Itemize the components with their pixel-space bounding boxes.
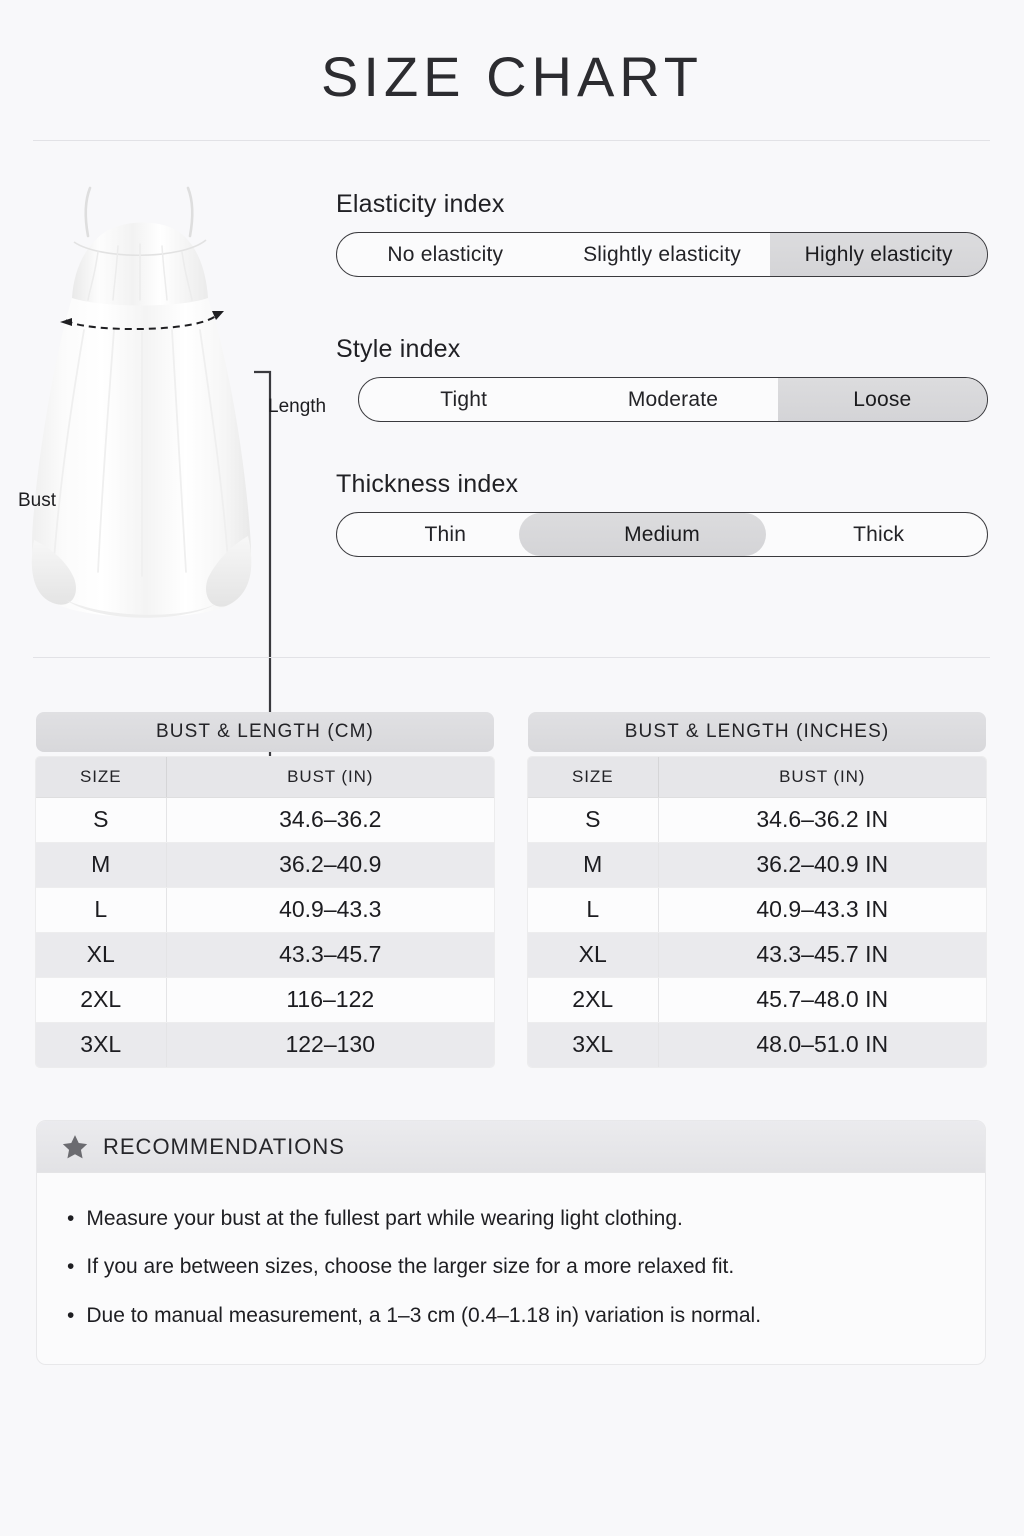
elasticity-option-highly[interactable]: Highly elasticity xyxy=(804,242,953,266)
size-table-inches-grid xyxy=(528,757,986,1067)
garment-illustration xyxy=(10,180,310,630)
column-header-size: SIZE xyxy=(528,757,658,797)
thickness-option-medium[interactable]: Medium xyxy=(624,522,700,546)
cell-bust: 40.9–43.3 xyxy=(166,887,494,932)
column-header-bust: BUST (IN) xyxy=(658,757,986,797)
table-row xyxy=(36,932,494,977)
size-table-cm xyxy=(36,712,494,1067)
elasticity-index-selector[interactable] xyxy=(336,232,988,277)
list-item-text: Due to manual measurement, a 1–3 cm (0.4–1.18 in) variation is normal. xyxy=(86,1303,762,1327)
recommendations-title: RECOMMENDATIONS xyxy=(103,1133,345,1159)
cell-size: M xyxy=(528,842,658,887)
cell-size: 3XL xyxy=(528,1022,658,1067)
cell-bust: 43.3–45.7 IN xyxy=(658,932,986,977)
recommendations-header xyxy=(37,1121,985,1173)
cell-bust: 40.9–43.3 IN xyxy=(658,887,986,932)
thickness-index-title: Thickness index xyxy=(336,470,519,498)
cell-size: L xyxy=(528,887,658,932)
recommendations-body xyxy=(37,1173,985,1364)
style-index-selector[interactable] xyxy=(358,377,988,422)
elasticity-index-group xyxy=(336,190,988,277)
bullet-glyph: • xyxy=(67,1207,75,1230)
length-label: Length xyxy=(268,396,327,417)
cell-bust: 36.2–40.9 IN xyxy=(658,842,986,887)
style-index-title: Style index xyxy=(336,335,461,363)
cell-bust: 34.6–36.2 xyxy=(166,797,494,842)
list-item-text: Measure your bust at the fullest part while wearing light clothing. xyxy=(86,1207,683,1230)
column-header-bust: BUST (IN) xyxy=(166,757,494,797)
table-header-row xyxy=(528,757,986,797)
table-row xyxy=(528,887,986,932)
table-row xyxy=(528,797,986,842)
cell-size: L xyxy=(36,887,166,932)
cell-bust: 48.0–51.0 IN xyxy=(658,1022,986,1067)
table-row xyxy=(528,842,986,887)
table-row xyxy=(36,887,494,932)
cell-size: XL xyxy=(36,932,166,977)
table-row xyxy=(528,1022,986,1067)
thickness-option-thick[interactable]: Thick xyxy=(853,522,905,546)
list-item xyxy=(67,1195,955,1243)
table-row xyxy=(36,977,494,1022)
table-row xyxy=(528,932,986,977)
size-table-cm-grid xyxy=(36,757,494,1067)
elasticity-index-title: Elasticity index xyxy=(336,190,505,218)
thickness-option-thin[interactable]: Thin xyxy=(424,522,467,546)
size-table-inches-caption: BUST & LENGTH (INCHES) xyxy=(528,712,986,752)
cell-bust: 34.6–36.2 IN xyxy=(658,797,986,842)
divider-top xyxy=(33,140,990,141)
cell-bust: 36.2–40.9 xyxy=(166,842,494,887)
elasticity-option-no[interactable]: No elasticity xyxy=(387,242,504,266)
bust-label: Bust xyxy=(18,490,57,511)
table-row xyxy=(36,1022,494,1067)
cell-size: 2XL xyxy=(36,977,166,1022)
list-item xyxy=(67,1292,955,1340)
cell-size: XL xyxy=(528,932,658,977)
thickness-index-selector[interactable] xyxy=(336,512,988,557)
thickness-index-group xyxy=(336,470,988,557)
bullet-glyph: • xyxy=(67,1303,75,1327)
style-index-group xyxy=(336,335,988,422)
size-table-inches xyxy=(528,712,986,1067)
cell-bust: 116–122 xyxy=(166,977,494,1022)
divider-middle xyxy=(33,657,990,658)
cell-size: 2XL xyxy=(528,977,658,1022)
cell-bust: 122–130 xyxy=(166,1022,494,1067)
column-header-size: SIZE xyxy=(36,757,166,797)
cell-bust: 43.3–45.7 xyxy=(166,932,494,977)
cell-bust: 45.7–48.0 IN xyxy=(658,977,986,1022)
recommendations-card xyxy=(36,1120,986,1365)
cell-size: M xyxy=(36,842,166,887)
table-row xyxy=(528,977,986,1022)
bullet-glyph: • xyxy=(67,1255,75,1279)
table-header-row xyxy=(36,757,494,797)
size-table-cm-caption: BUST & LENGTH (CM) xyxy=(36,712,494,752)
list-item xyxy=(67,1243,955,1291)
star-icon xyxy=(61,1133,89,1161)
table-row xyxy=(36,842,494,887)
cell-size: 3XL xyxy=(36,1022,166,1067)
elasticity-option-slightly[interactable]: Slightly elasticity xyxy=(583,242,741,266)
style-option-moderate[interactable]: Moderate xyxy=(627,387,719,411)
cell-size: S xyxy=(528,797,658,842)
list-item-text: If you are between sizes, choose the larger size for a more relaxed fit. xyxy=(86,1255,735,1279)
table-row xyxy=(36,797,494,842)
cell-size: S xyxy=(36,797,166,842)
style-option-loose[interactable]: Loose xyxy=(853,387,912,411)
page-title: SIZE CHART xyxy=(321,45,703,108)
style-option-tight[interactable]: Tight xyxy=(440,387,488,411)
